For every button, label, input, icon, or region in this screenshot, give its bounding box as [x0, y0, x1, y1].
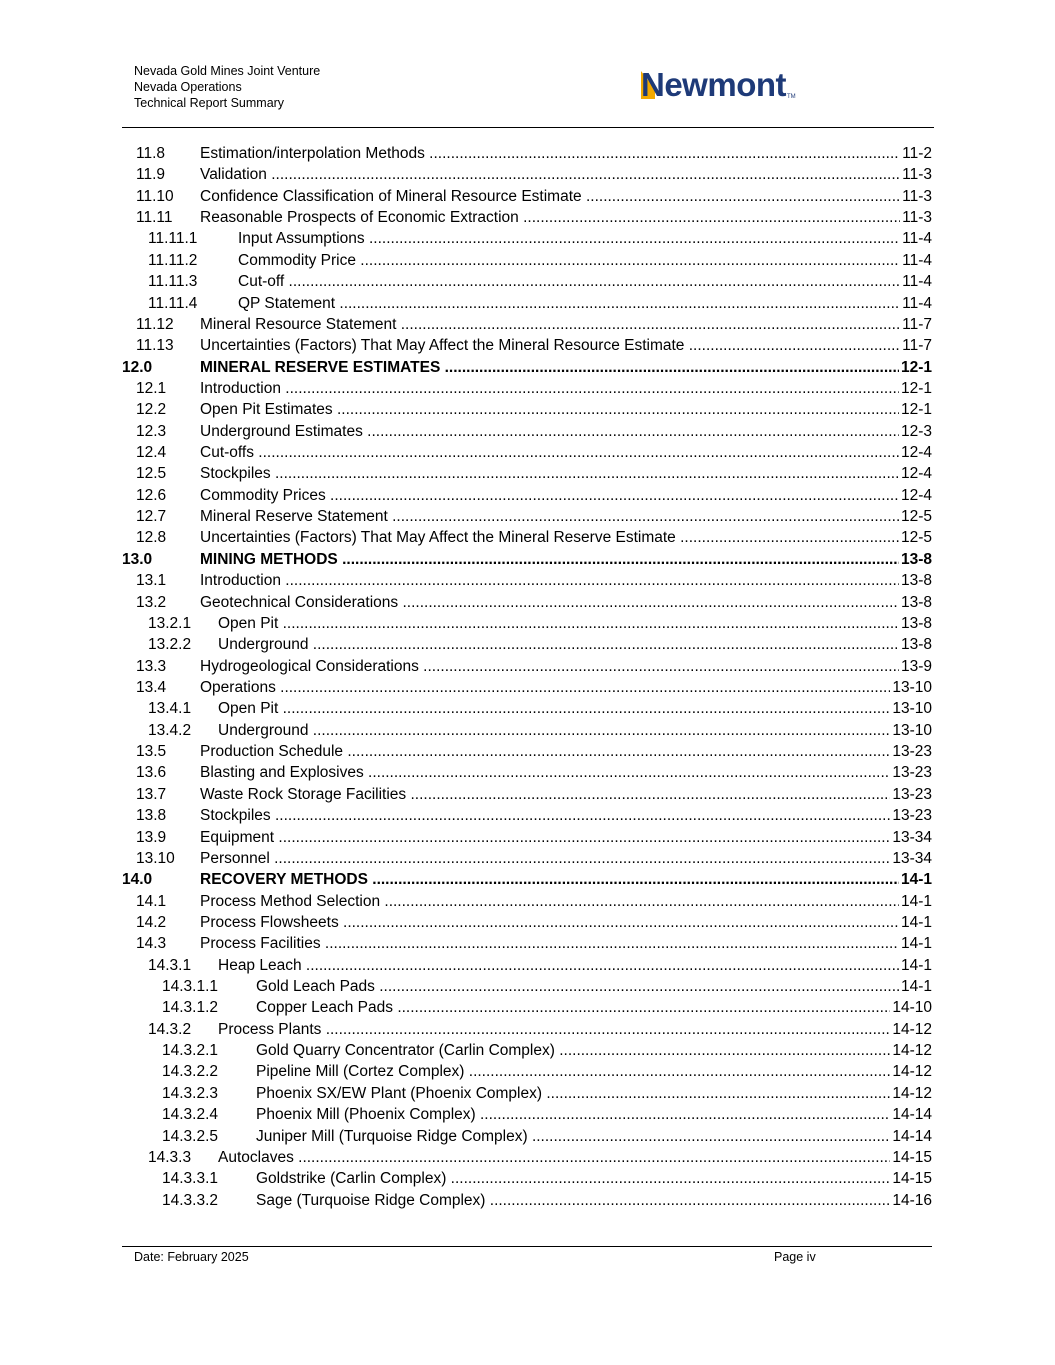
- toc-entry-title: MINERAL RESERVE ESTIMATES .....: [200, 357, 932, 378]
- toc-entry-page: 13-23: [890, 762, 932, 783]
- toc-entry-title: Sage (Turquoise Ridge Complex) .....: [256, 1190, 932, 1211]
- toc-entry-number: 11.13: [136, 337, 174, 355]
- toc-entry-title: Input Assumptions .....: [238, 228, 932, 249]
- toc-entry-number: 14.3.1.2: [162, 999, 219, 1017]
- toc-entry-number: 12.1: [136, 379, 167, 397]
- toc-entry-title: Commodity Price .....: [238, 250, 932, 271]
- toc-entry[interactable]: [122, 357, 932, 378]
- toc-entry-title: Underground Estimates .....: [200, 421, 932, 442]
- newmont-logo: [641, 66, 795, 104]
- toc-entry[interactable]: [122, 955, 932, 976]
- toc-entry-number: 13.0: [122, 550, 153, 568]
- toc-entry-number: 13.7: [136, 785, 167, 803]
- toc-entry[interactable]: [122, 207, 932, 228]
- toc-entry[interactable]: [122, 784, 932, 805]
- toc-entry[interactable]: [122, 1019, 932, 1040]
- toc-entry[interactable]: [122, 698, 932, 719]
- toc-entry-number: 13.4.1: [148, 700, 192, 718]
- toc-entry-number: 12.2: [136, 401, 167, 419]
- toc-entry-page: 12-1: [899, 399, 932, 420]
- toc-entry[interactable]: [122, 592, 932, 613]
- toc-entry-title: Mineral Resource Statement .....: [200, 314, 932, 335]
- toc-entry[interactable]: [122, 1147, 932, 1168]
- toc-entry[interactable]: [122, 527, 932, 548]
- toc-entry-page: 14-1: [899, 976, 932, 997]
- toc-entry-title: Operations .....: [200, 677, 932, 698]
- toc-entry-number: 14.3.3.2: [162, 1191, 219, 1209]
- toc-entry-page: 12-3: [899, 421, 932, 442]
- toc-entry-page: 13-8: [899, 634, 932, 655]
- toc-entry[interactable]: [122, 570, 932, 591]
- toc-entry-title: Gold Leach Pads .....: [256, 976, 932, 997]
- toc-entry[interactable]: [122, 506, 932, 527]
- toc-entry-number: 14.3: [136, 935, 167, 953]
- toc-entry-number: 11.10: [136, 187, 174, 205]
- toc-entry-title: Reasonable Prospects of Economic Extraction .....: [200, 207, 932, 228]
- toc-entry-number: 11.11.1: [148, 230, 198, 248]
- toc-entry-number: 14.2: [136, 913, 167, 931]
- toc-entry-page: 14-1: [899, 933, 932, 954]
- toc-entry-page: 14-1: [899, 869, 932, 890]
- toc-entry-number: 14.1: [136, 892, 167, 910]
- toc-entry-title: Stockpiles .....: [200, 805, 932, 826]
- toc-entry-title: MINING METHODS .....: [200, 549, 932, 570]
- document-header: [134, 63, 320, 111]
- toc-entry-number: 11.11.4: [148, 294, 198, 312]
- toc-entry[interactable]: [122, 656, 932, 677]
- toc-entry-number: 14.3.2.1: [162, 1042, 219, 1060]
- toc-entry[interactable]: [122, 827, 932, 848]
- toc-entry-page: 14-1: [899, 912, 932, 933]
- toc-entry[interactable]: [122, 869, 932, 890]
- toc-entry-number: 13.8: [136, 807, 167, 825]
- toc-entry-number: 13.9: [136, 828, 167, 846]
- toc-entry-number: 13.5: [136, 743, 167, 761]
- toc-entry-number: 13.6: [136, 764, 167, 782]
- toc-entry-page: 11-3: [900, 164, 932, 185]
- toc-entry-title: RECOVERY METHODS .....: [200, 869, 932, 890]
- toc-entry-page: 14-14: [890, 1126, 932, 1147]
- toc-entry-page: 13-10: [890, 677, 932, 698]
- toc-entry-page: 14-12: [890, 1019, 932, 1040]
- toc-entry-title: Introduction .....: [200, 378, 932, 399]
- toc-entry-number: 11.8: [136, 145, 166, 162]
- toc-entry-page: 11-7: [900, 314, 932, 335]
- footer-divider: [122, 1246, 932, 1247]
- toc-entry-number: 12.3: [136, 422, 167, 440]
- toc-entry[interactable]: [122, 143, 932, 164]
- toc-entry-page: 11-3: [900, 186, 932, 207]
- toc-entry-page: 14-12: [890, 1083, 932, 1104]
- toc-entry-page: 11-4: [900, 250, 932, 271]
- toc-entry-title: Open Pit Estimates .....: [200, 399, 932, 420]
- toc-entry-number: 14.3.2.3: [162, 1084, 219, 1102]
- toc-entry-number: 12.7: [136, 508, 167, 526]
- footer-page-number: Page iv: [774, 1250, 816, 1264]
- toc-entry[interactable]: [122, 442, 932, 463]
- toc-entry-number: 14.3.2: [148, 1020, 192, 1038]
- toc-entry-number: 13.1: [136, 572, 167, 590]
- logo-wordmark: Newmont: [641, 66, 786, 103]
- toc-entry-title: Goldstrike (Carlin Complex) .....: [256, 1168, 932, 1189]
- toc-entry[interactable]: [122, 421, 932, 442]
- toc-entry-page: 11-4: [900, 293, 932, 314]
- toc-entry-number: 13.2.1: [148, 614, 192, 632]
- toc-entry-number: 11.11.3: [148, 273, 198, 291]
- toc-entry[interactable]: [122, 271, 932, 292]
- toc-entry-page: 12-1: [899, 357, 932, 378]
- toc-entry[interactable]: [122, 1104, 932, 1125]
- header-divider: [122, 127, 934, 128]
- toc-entry[interactable]: [122, 720, 932, 741]
- toc-entry-number: 14.0: [122, 871, 153, 889]
- toc-entry[interactable]: [122, 463, 932, 484]
- toc-entry-title: Process Plants .....: [218, 1019, 932, 1040]
- toc-entry-title: Production Schedule .....: [200, 741, 932, 762]
- toc-entry-number: 12.8: [136, 529, 167, 547]
- toc-entry-title: Cut-offs .....: [200, 442, 932, 463]
- toc-entry[interactable]: [122, 613, 932, 634]
- toc-entry-number: 14.3.1.1: [162, 978, 219, 996]
- toc-entry-page: 12-1: [899, 378, 932, 399]
- toc-entry[interactable]: [122, 378, 932, 399]
- toc-entry-title: Underground .....: [218, 720, 932, 741]
- toc-entry-title: Juniper Mill (Turquoise Ridge Complex) .....: [256, 1126, 932, 1147]
- toc-entry-page: 12-4: [899, 442, 932, 463]
- toc-entry[interactable]: [122, 741, 932, 762]
- toc-entry[interactable]: [122, 912, 932, 933]
- toc-entry[interactable]: [122, 1168, 932, 1189]
- toc-entry[interactable]: [122, 485, 932, 506]
- toc-entry-title: Gold Quarry Concentrator (Carlin Complex) .....: [256, 1040, 932, 1061]
- toc-entry-number: 14.3.2.5: [162, 1127, 219, 1145]
- toc-entry-page: 11-7: [900, 335, 932, 356]
- toc-entry-title: Stockpiles .....: [200, 463, 932, 484]
- toc-entry-page: 13-23: [890, 741, 932, 762]
- toc-entry-page: 13-9: [899, 656, 932, 677]
- toc-entry[interactable]: [122, 250, 932, 271]
- toc-entry[interactable]: [122, 976, 932, 997]
- toc-entry-page: 13-10: [890, 698, 932, 719]
- toc-entry-page: 13-10: [890, 720, 932, 741]
- logo-trademark: TM: [787, 94, 796, 100]
- toc-entry-title: Equipment .....: [200, 827, 932, 848]
- toc-entry-number: 14.3.3: [148, 1148, 192, 1166]
- toc-entry-page: 14-12: [890, 1040, 932, 1061]
- toc-entry-number: 14.3.2.4: [162, 1106, 219, 1124]
- toc-entry[interactable]: [122, 314, 932, 335]
- toc-entry[interactable]: [122, 186, 932, 207]
- toc-entry-title: Process Method Selection .....: [200, 891, 932, 912]
- toc-entry-page: 14-1: [899, 891, 932, 912]
- toc-entry-title: Validation .....: [200, 164, 932, 185]
- toc-entry-number: 14.3.1: [148, 956, 192, 974]
- toc-entry-title: Open Pit .....: [218, 698, 932, 719]
- toc-entry-title: Estimation/interpolation Methods .....: [200, 143, 932, 164]
- toc-entry-page: 13-23: [890, 805, 932, 826]
- toc-entry-title: Underground .....: [218, 634, 932, 655]
- toc-entry-title: Uncertainties (Factors) That May Affect the Mineral Reserve Estimate .....: [200, 527, 932, 548]
- toc-entry-number: 12.0: [122, 358, 153, 376]
- toc-entry-page: 14-10: [890, 997, 932, 1018]
- header-operations: Nevada Operations: [134, 80, 242, 94]
- toc-entry-title: Mineral Reserve Statement .....: [200, 506, 932, 527]
- toc-entry-page: 13-23: [890, 784, 932, 805]
- toc-entry-number: 14.3.3.1: [162, 1170, 219, 1188]
- toc-entry[interactable]: [122, 997, 932, 1018]
- toc-entry-page: 12-5: [899, 527, 932, 548]
- toc-entry-title: Copper Leach Pads .....: [256, 997, 932, 1018]
- toc-entry-number: 11.12: [136, 315, 174, 333]
- toc-entry[interactable]: [122, 293, 932, 314]
- toc-entry-page: 12-4: [899, 485, 932, 506]
- toc-entry-page: 14-16: [890, 1190, 932, 1211]
- toc-entry-page: 13-8: [899, 592, 932, 613]
- toc-entry[interactable]: [122, 677, 932, 698]
- toc-entry-page: 11-2: [900, 143, 932, 164]
- toc-entry[interactable]: [122, 848, 932, 869]
- toc-entry[interactable]: [122, 549, 932, 570]
- toc-entry-number: 14.3.2.2: [162, 1063, 219, 1081]
- toc-entry[interactable]: [122, 933, 932, 954]
- header-report-type: Technical Report Summary: [134, 96, 285, 110]
- toc-entry-title: Phoenix Mill (Phoenix Complex) .....: [256, 1104, 932, 1125]
- toc-entry-title: Heap Leach .....: [218, 955, 932, 976]
- toc-entry-title: Phoenix SX/EW Plant (Phoenix Complex) .....: [256, 1083, 932, 1104]
- toc-entry-number: 13.4: [136, 678, 167, 696]
- toc-entry-page: 13-8: [899, 549, 932, 570]
- toc-entry-title: Confidence Classification of Mineral Resource Estimate .....: [200, 186, 932, 207]
- toc-entry[interactable]: [122, 634, 932, 655]
- toc-entry-title: Process Facilities .....: [200, 933, 932, 954]
- toc-entry-number: 13.10: [136, 849, 175, 867]
- toc-entry[interactable]: [122, 1061, 932, 1082]
- toc-entry[interactable]: [122, 1126, 932, 1147]
- toc-entry-title: Autoclaves .....: [218, 1147, 932, 1168]
- toc-entry-title: Geotechnical Considerations .....: [200, 592, 932, 613]
- toc-entry-title: Introduction .....: [200, 570, 932, 591]
- toc-entry[interactable]: [122, 228, 932, 249]
- toc-entry-title: Commodity Prices .....: [200, 485, 932, 506]
- toc-entry-page: 13-8: [899, 613, 932, 634]
- toc-entry-page: 13-8: [899, 570, 932, 591]
- toc-entry[interactable]: [122, 335, 932, 356]
- toc-entry-page: 14-12: [890, 1061, 932, 1082]
- toc-entry-page: 14-15: [890, 1147, 932, 1168]
- table-of-contents: [122, 143, 932, 1211]
- toc-entry-title: Personnel .....: [200, 848, 932, 869]
- toc-entry-page: 14-14: [890, 1104, 932, 1125]
- toc-entry-title: Open Pit .....: [218, 613, 932, 634]
- toc-entry-title: Pipeline Mill (Cortez Complex) .....: [256, 1061, 932, 1082]
- toc-entry-page: 12-4: [899, 463, 932, 484]
- toc-entry-number: 12.4: [136, 444, 167, 462]
- toc-entry-number: 11.9: [136, 166, 166, 184]
- toc-entry-number: 12.5: [136, 465, 167, 483]
- toc-entry-number: 12.6: [136, 486, 167, 504]
- toc-entry-page: 11-4: [900, 271, 932, 292]
- toc-entry-title: Process Flowsheets .....: [200, 912, 932, 933]
- toc-entry-number: 13.3: [136, 657, 167, 675]
- header-company: Nevada Gold Mines Joint Venture: [134, 64, 321, 78]
- toc-entry-title: Blasting and Explosives .....: [200, 762, 932, 783]
- toc-entry[interactable]: [122, 762, 932, 783]
- toc-entry-title: Hydrogeological Considerations .....: [200, 656, 932, 677]
- toc-entry[interactable]: [122, 1040, 932, 1061]
- toc-entry-number: 13.2: [136, 593, 167, 611]
- toc-entry-number: 13.4.2: [148, 721, 192, 739]
- toc-entry[interactable]: [122, 1190, 932, 1211]
- toc-entry-page: 14-15: [890, 1168, 932, 1189]
- toc-entry-title: Waste Rock Storage Facilities .....: [200, 784, 932, 805]
- toc-entry[interactable]: [122, 1083, 932, 1104]
- footer-date: Date: February 2025: [134, 1250, 249, 1264]
- toc-entry[interactable]: [122, 805, 932, 826]
- toc-entry-page: 13-34: [890, 827, 932, 848]
- toc-entry-title: QP Statement .....: [238, 293, 932, 314]
- toc-entry-page: 13-34: [890, 848, 932, 869]
- toc-entry-title: Cut-off .....: [238, 271, 932, 292]
- toc-entry-page: 11-4: [900, 228, 932, 249]
- toc-entry-page: 14-1: [899, 955, 932, 976]
- toc-entry[interactable]: [122, 164, 932, 185]
- toc-entry-number: 11.11.2: [148, 251, 198, 269]
- toc-entry[interactable]: [122, 399, 932, 420]
- toc-entry-title: Uncertainties (Factors) That May Affect the Mineral Resource Estimate .....: [200, 335, 932, 356]
- toc-entry-number: 13.2.2: [148, 636, 192, 654]
- toc-entry-number: 11.11: [136, 209, 173, 227]
- toc-entry-page: 12-5: [899, 506, 932, 527]
- toc-entry[interactable]: [122, 891, 932, 912]
- toc-entry-page: 11-3: [900, 207, 932, 228]
